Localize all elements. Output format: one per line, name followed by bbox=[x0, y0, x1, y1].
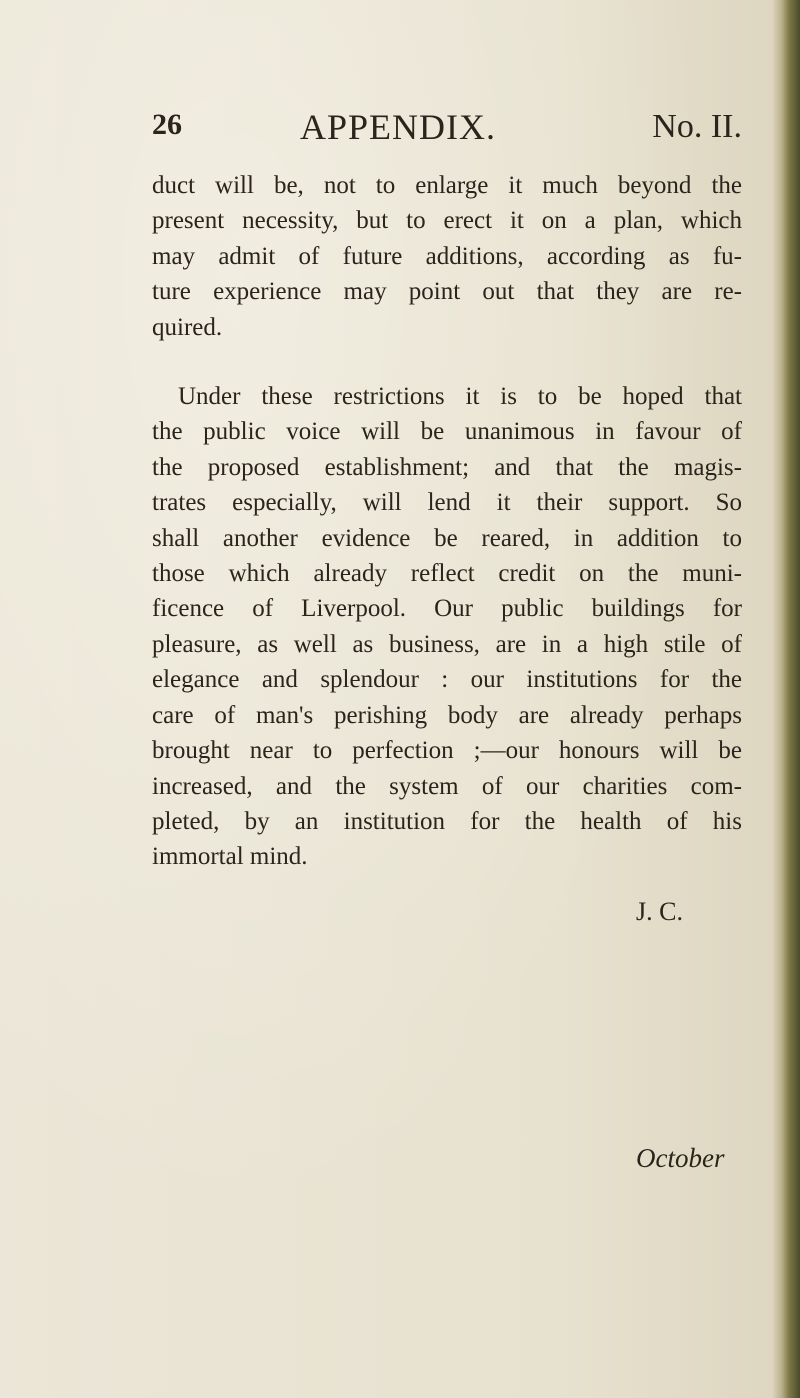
signature-initials: J. C. bbox=[636, 897, 683, 926]
text-line: quired. bbox=[152, 313, 223, 341]
catchword: October bbox=[636, 1143, 725, 1173]
text-line: immortal mind. bbox=[152, 843, 308, 871]
text-line: the proposed establishment; and that the magis- bbox=[152, 453, 742, 481]
text-line: care of man's perishing body are already perhaps bbox=[152, 701, 742, 729]
running-head: APPENDIX. bbox=[300, 107, 497, 147]
text-line: brought near to perfection ;—our honours will be bbox=[152, 737, 742, 765]
text-line: duct will be, not to enlarge it much beyond the bbox=[152, 172, 742, 199]
body-text bbox=[152, 168, 742, 875]
text-line: present necessity, but to erect it on a plan, which bbox=[152, 207, 742, 235]
text-line: those which already reflect credit on the muni- bbox=[152, 560, 742, 588]
page-binding-edge bbox=[772, 0, 800, 1398]
page-number: 26 bbox=[152, 108, 182, 141]
page-header bbox=[152, 108, 742, 158]
text-line: increased, and the system of our charities com- bbox=[152, 772, 742, 800]
text-line: pleted, by an institution for the health of his bbox=[152, 807, 742, 835]
text-line: may admit of future additions, according as fu- bbox=[152, 242, 742, 270]
text-line: ture experience may point out that they are re- bbox=[152, 278, 742, 306]
text-line: the public voice will be unanimous in favour of bbox=[152, 418, 742, 446]
appendix-number: No. II. bbox=[652, 108, 742, 145]
paragraph-1 bbox=[152, 168, 742, 345]
text-line: trates especially, will lend it their support. So bbox=[152, 489, 742, 517]
paragraph-2 bbox=[152, 379, 742, 875]
text-line: shall another evidence be reared, in addition to bbox=[152, 524, 742, 552]
text-line: pleasure, as well as business, are in a high stile of bbox=[152, 630, 742, 658]
text-line: Under these restrictions it is to be hoped that bbox=[178, 383, 742, 411]
text-line: ficence of Liverpool. Our public buildings for bbox=[152, 595, 742, 623]
text-line: elegance and splendour : our institutions for the bbox=[152, 666, 742, 694]
